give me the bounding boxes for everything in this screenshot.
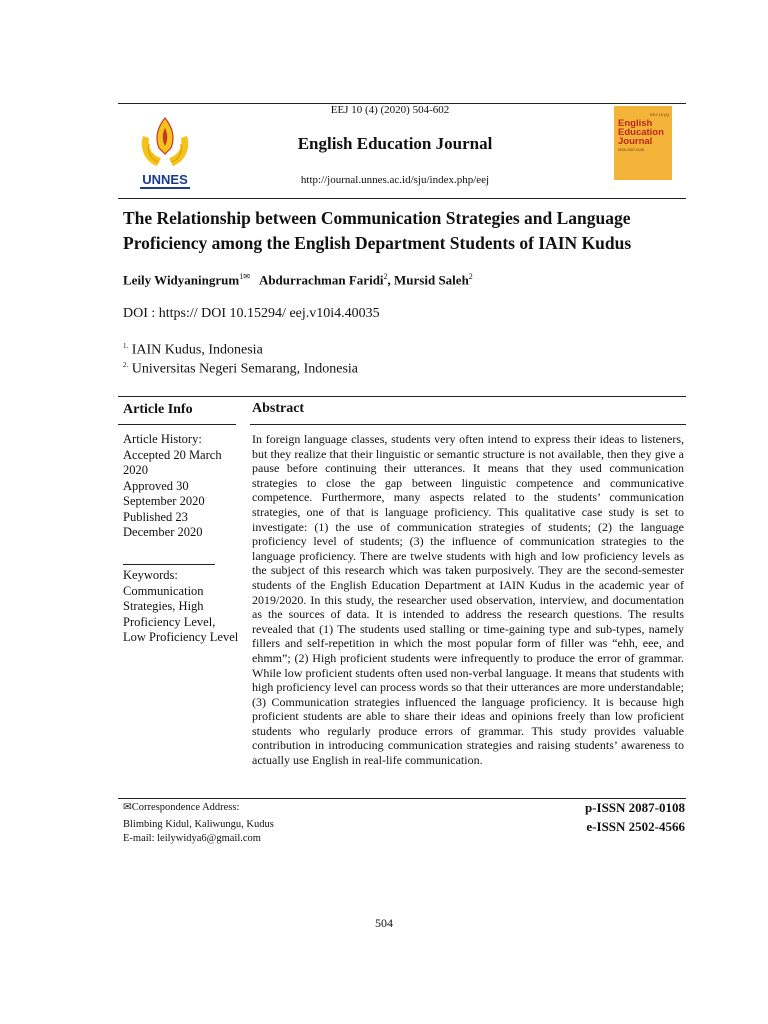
article-info-subrule <box>118 424 236 425</box>
author-affiliation-mark: 1✉ <box>239 272 250 281</box>
keywords-rule <box>123 564 215 565</box>
abstract-text: In foreign language classes, students very often intend to express their ideas to listeners, but they realize that their linguistic or semantic structure is not available, then they give a pause before continuing their utterances. It means that they used communication strategies to close the gap between linguistic competence and communicative competence. Furthermore, many aspects related to the students’ communication strategies, one of that is language proficiency. This qualitative case study is set to investigate: (1) the use of communication strategies of students; (2) the language proficiency level of students; (3) the influence of communication strategies to the language proficiency. There are twelve students with high and low proficiency levels as the subject of this research which was taken purposively. They are the second-semester students of the English Education Department at IAIN Kudus in the academic year of 2019/2020. In this study, the researcher used observation, interview, and documentation as the sources of data. It is intended to address the research questions. The results revealed that (1) The students used stalling or time-gaining type and sub-types, namely fillers and self-repetition in which the most popular form of filler was “ehh, eee, and ehmm”; (2) High proficient students were infrequently to produce the error of grammar. While low proficient students often used non-verbal language. It means that students with high proficiency level can process words so that their utterances are more understandable; (3) Communication strategies influenced the language proficiency. It is because high proficient students are able to share their ideas and opinions freely than low proficient students who regularly produce errors of grammar. This study provides valuable contribution in introducing communication strategies and raising students’ awareness to actually use English in real-life communication. <box>252 432 684 768</box>
paper-title: The Relationship between Communication Strategies and Language Proficiency among the English Department Students of IAIN Kudus <box>123 208 632 253</box>
journal-title: English Education Journal <box>297 134 493 153</box>
author-list: Leily Widyaningrum$^{1✉}$ Abdurrachman Faridi$^2$, Mursid Saleh$^2$ <box>123 272 473 288</box>
logo-emblem-icon <box>142 118 188 166</box>
cover-title-line1: English <box>618 118 653 129</box>
header-rule <box>118 198 686 199</box>
journal-cover-image <box>614 106 672 180</box>
abstract-heading: Abstract <box>252 401 305 416</box>
affiliation-text: Universitas Negeri Semarang, Indonesia <box>131 361 359 377</box>
author-name: Mursid Saleh <box>394 272 469 288</box>
correspondence-label: ✉Correspondence Address: <box>123 802 240 813</box>
affiliation-text: IAIN Kudus, Indonesia <box>131 342 263 358</box>
cover-title-line2: Education <box>618 127 664 138</box>
author-affiliation-mark: 2 <box>468 272 473 281</box>
cover-title-line3: Journal <box>618 136 653 147</box>
history-published: Published 23 December 2020 <box>123 509 203 539</box>
e-issn: e-ISSN 2502-4566 <box>586 819 685 834</box>
history-approved: Approved 30 September 2020 <box>123 478 205 508</box>
unnes-logo <box>135 114 195 192</box>
affiliation-number: 2. <box>123 361 129 369</box>
keywords-block <box>123 568 241 646</box>
history-label: Article History: <box>123 432 202 446</box>
journal-url[interactable]: http://journal.unnes.ac.id/sju/index.php/eej <box>300 174 490 186</box>
author-name: Abdurrachman Faridi <box>258 272 384 288</box>
p-issn: p-ISSN 2087-0108 <box>584 800 685 815</box>
keywords-list: Communication Strategies, High Proficiency Level, Low Proficiency Level <box>123 583 239 644</box>
cover-issue: EEJ 10 (4) <box>650 112 669 117</box>
logo-text: UNNES <box>142 172 188 187</box>
article-info-rule <box>118 396 686 397</box>
author-affiliation-mark: 2 <box>383 272 388 281</box>
cover-issn: ISSN 2087-0108 <box>618 148 644 152</box>
affiliation-1 <box>123 342 263 359</box>
affiliation-2 <box>123 361 358 378</box>
history-accepted: Accepted 20 March 2020 <box>123 447 222 477</box>
correspondence-email[interactable]: E-mail: leilywidya6@gmail.com <box>123 833 261 844</box>
article-history <box>123 432 233 541</box>
doi-line[interactable]: DOI : https:// DOI 10.15294/ eej.v10i4.40035 <box>123 306 380 321</box>
abstract-subrule <box>250 424 686 425</box>
correspondence-address: Blimbing Kidul, Kaliwungu, Kudus <box>123 819 274 830</box>
affiliation-number: 1. <box>123 342 129 350</box>
journal-reference: EEJ 10 (4) (2020) 504-602 <box>330 104 450 116</box>
page-number: 504 <box>375 916 393 930</box>
footer-rule <box>118 798 686 799</box>
author-name: Leily Widyaningrum <box>123 272 240 288</box>
keywords-label: Keywords: <box>123 568 178 582</box>
article-info-heading: Article Info <box>123 402 193 417</box>
